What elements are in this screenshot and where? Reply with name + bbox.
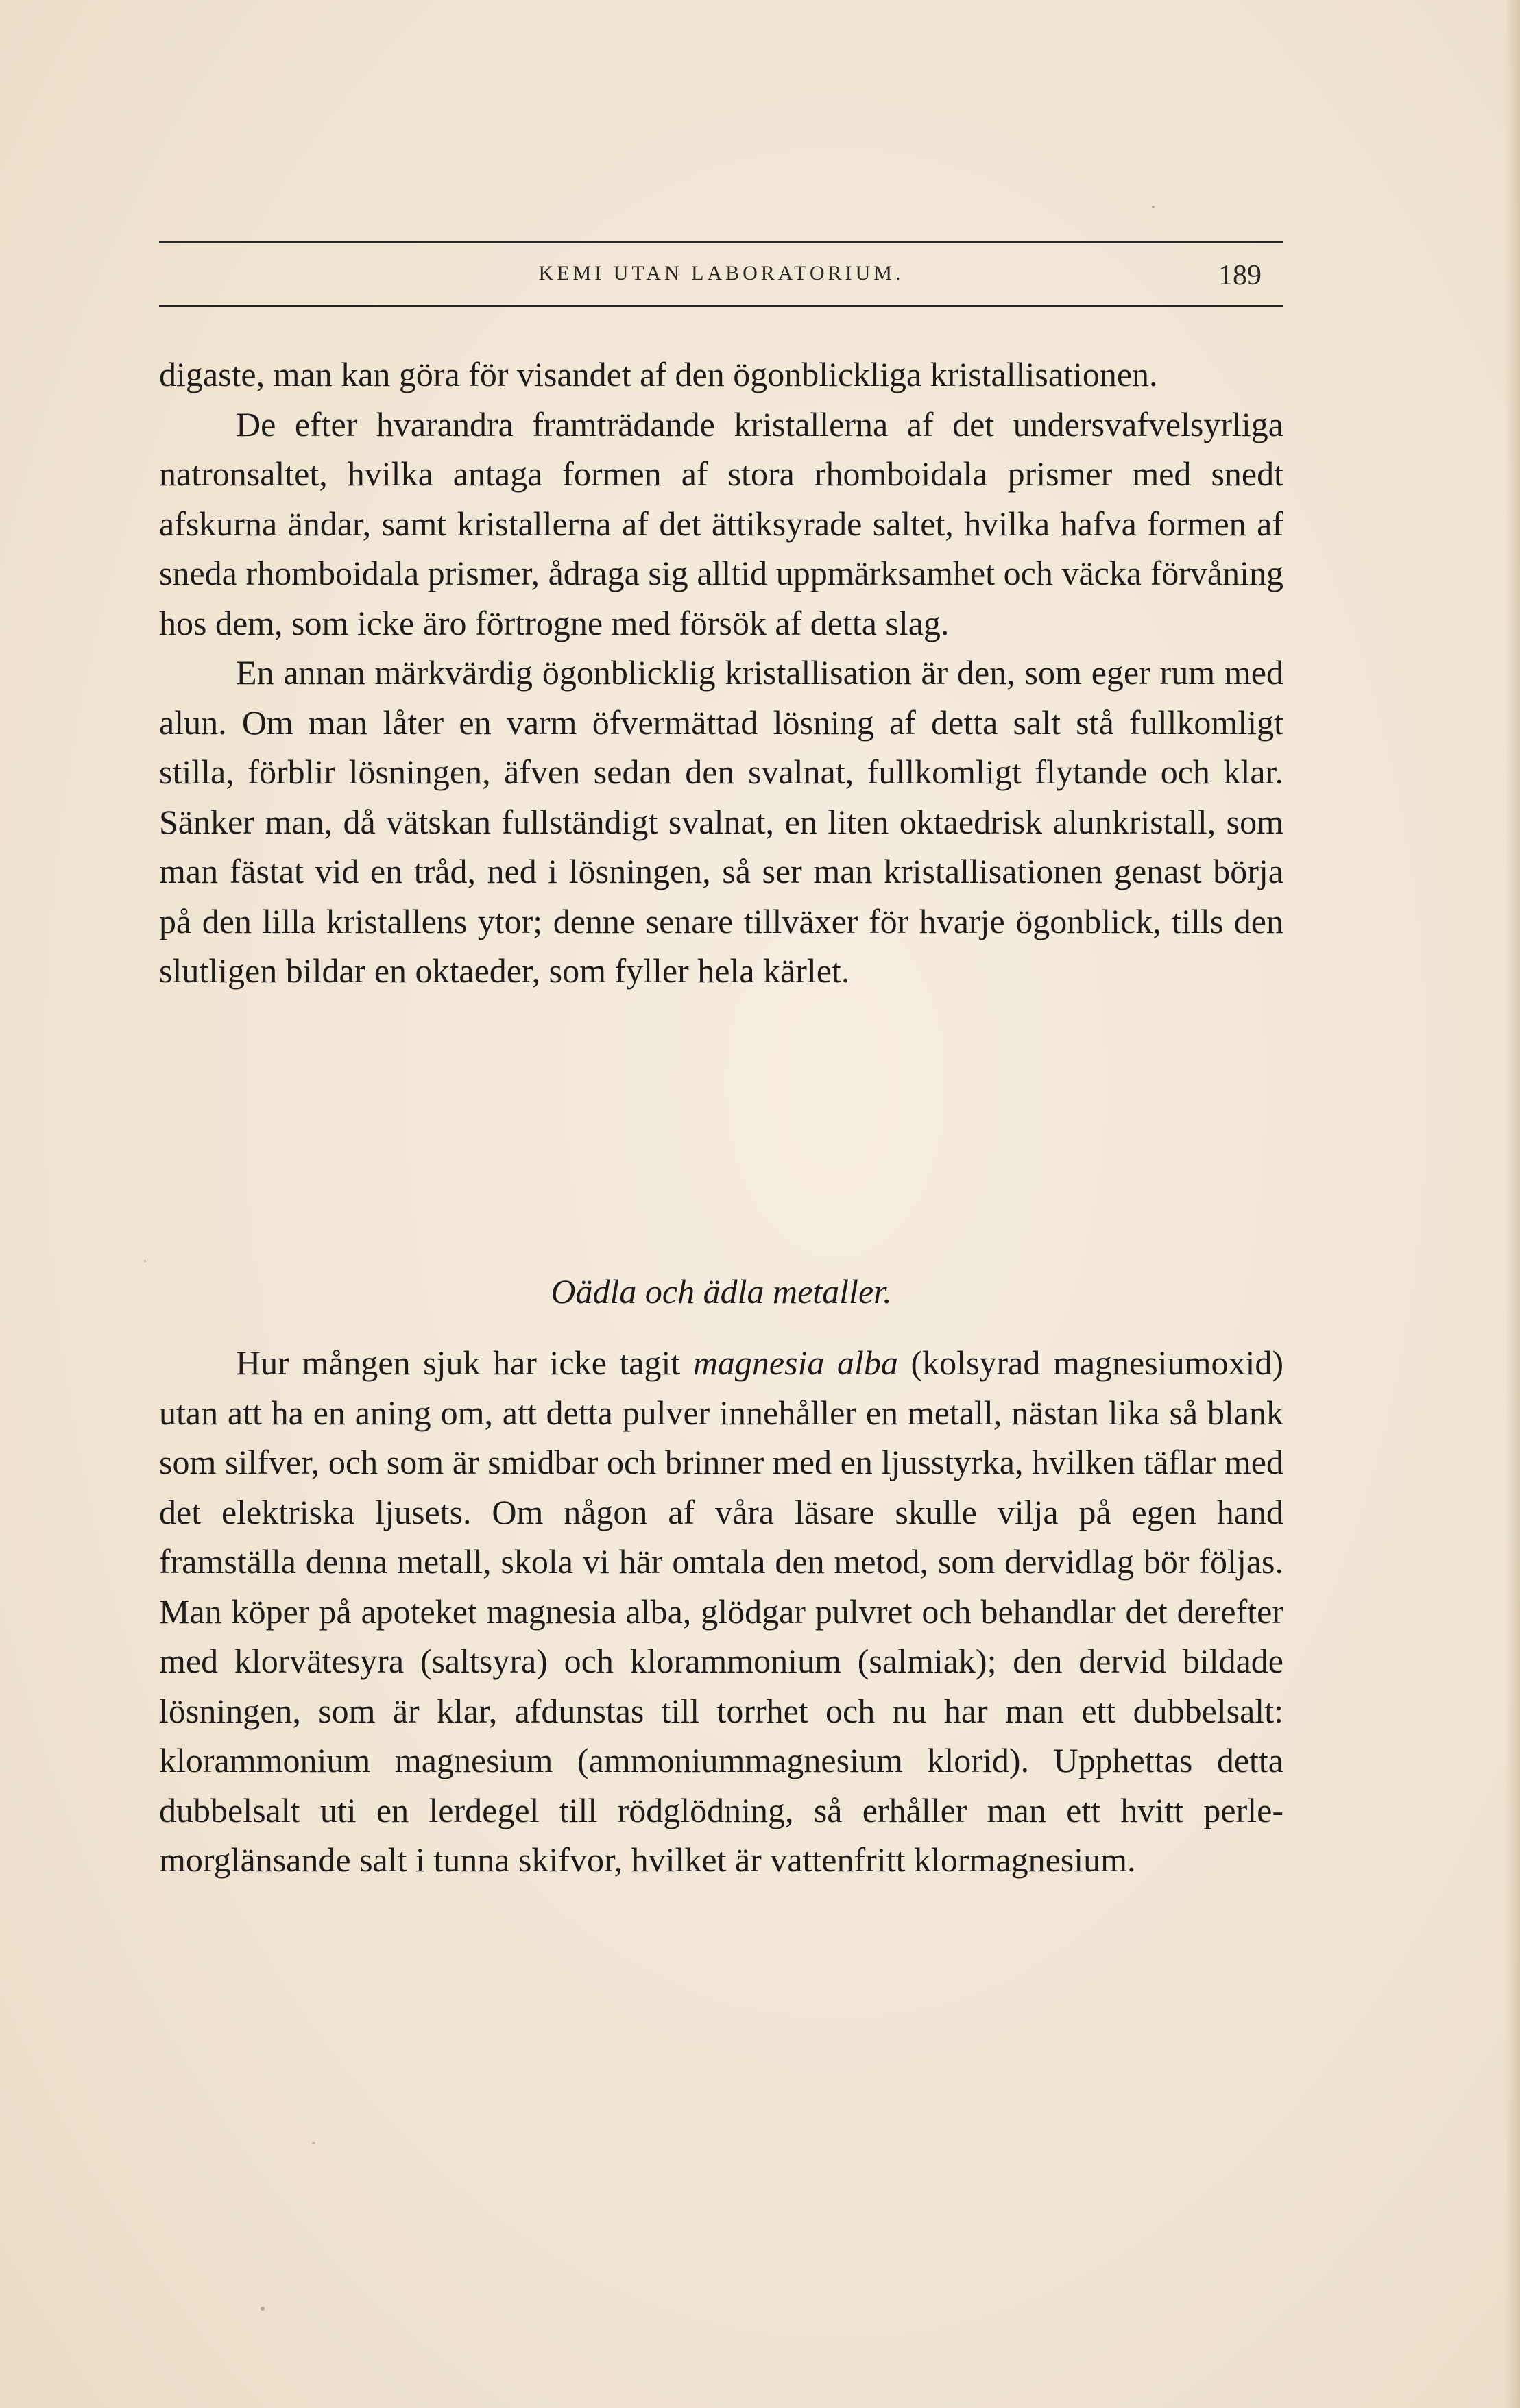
body-text-section-2 xyxy=(159,1338,1283,1885)
page-edge-shadow xyxy=(1505,0,1520,2408)
paragraph: En annan märkvärdig ögonblicklig kristallisation är den, som eger rum med alun. Om man låter en varm öfvermättad lösning af detta salt stå fullkomligt stilla, förblir lösningen, äfven sedan den svalnat, fullkomligt flytande och klar. Sänker man, då vätskan fullständigt svalnat, en liten oktaedrisk alunkristall, som man fästat vid en tråd, ned i lösningen, så ser man kristallisationen genast börja på den lilla kristallens ytor; denne senare tillväxer för hvarje ögonblick, tills den slutligen bildar en oktaeder, som fyller hela kärlet. xyxy=(159,653,1283,990)
header-rule-bottom xyxy=(159,305,1283,307)
running-head xyxy=(159,259,1283,300)
paragraph: digaste, man kan göra för visandet af den ögonblickliga kristallisationen. xyxy=(159,355,1158,393)
paragraph xyxy=(159,1338,1283,1885)
paper-speck xyxy=(1152,206,1155,208)
running-title: KEMI UTAN LABORATORIUM. xyxy=(538,262,904,284)
paragraph: De efter hvarandra framträdande kristallerna af det undersvafvelsyrliga natronsaltet, hvilka antaga formen af stora rhomboidala prismer med snedt afskurna ändar, samt kristallerna af det ättiksyrade saltet, hvilka hafva formen af sneda rhomboidala prismer, ådraga sig alltid uppmärksamhet och väcka förvåning hos dem, som icke äro förtrogne med försök af detta slag. xyxy=(159,404,1283,642)
paper-speck xyxy=(144,1260,146,1262)
text-run: (kolsyrad magnesiumoxid) utan att ha en aning om, att detta pulver innehåller en metall, nästan lika så blank som silfver, och som är smidbar och brinner med en ljusstyrka, hvilken täflar med det elektriska ljusets. Om någon af våra läsare skulle vilja på egen hand framställa denna metall, skola vi här omtala den metod, som dervidlag bör följas. Man köper på apoteket magnesia alba, glödgar pulvret och behandlar det derefter med klorvätesyra (saltsyra) och klorammonium (salmiak); den dervid bildade lösningen, som är klar, afdunstas till torrhet och nu har man ett dubbelsalt: klorammonium magnesium (ammoniummagnesium klorid). Upphettas detta dubbelsalt uti en lerdegel till rödglödning, så erhåller man ett hvitt perlemorglänsande salt i tunna skifvor, hvilket är vattenfritt klormagnesium. xyxy=(159,1343,1284,1879)
header-rule-top xyxy=(159,241,1283,243)
text-run: Hur mången sjuk har icke tagit xyxy=(236,1343,693,1382)
italic-term: magnesia alba xyxy=(692,1343,898,1382)
paper-speck xyxy=(312,2142,315,2144)
body-text-section-1 xyxy=(159,350,1283,996)
section-heading: Oädla och ädla metaller. xyxy=(551,1272,892,1311)
paper-speck xyxy=(261,2307,265,2311)
page-number: 189 xyxy=(1218,260,1262,291)
